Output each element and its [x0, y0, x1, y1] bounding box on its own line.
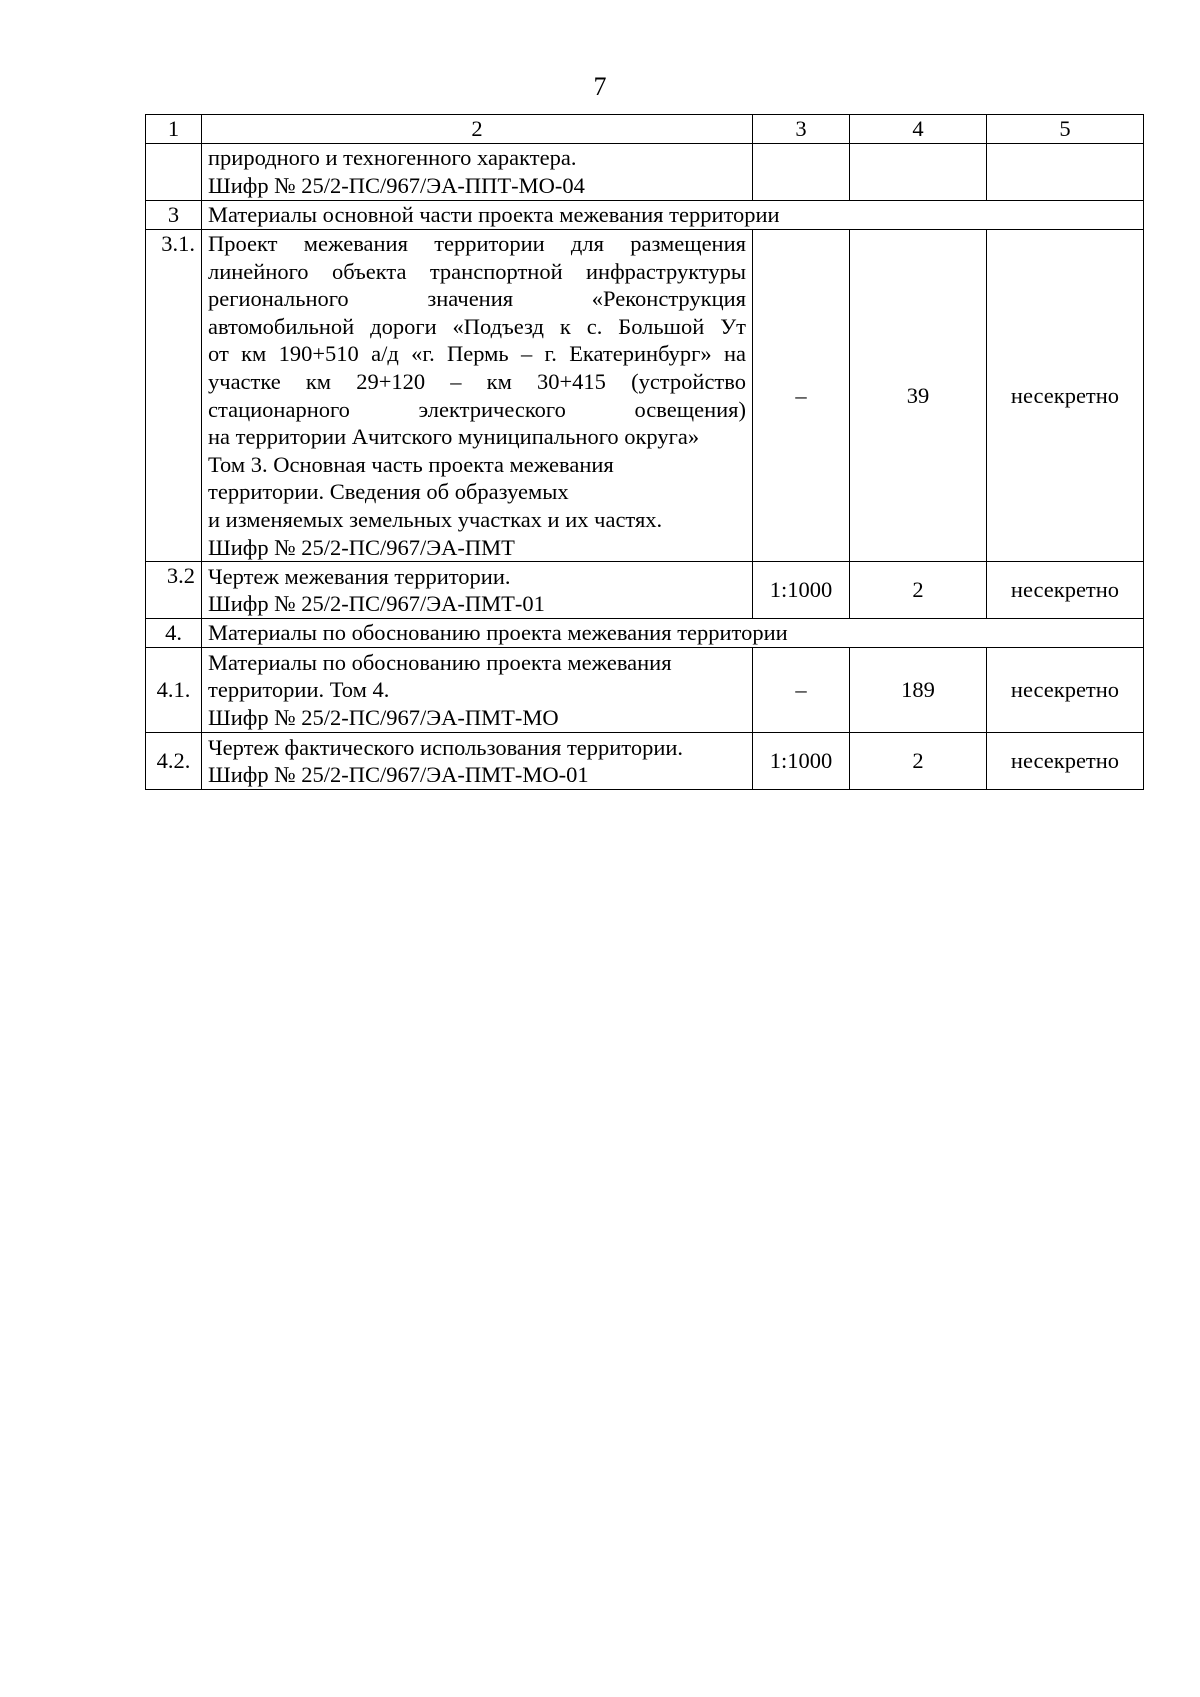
row-number: 4.2.	[146, 733, 202, 790]
table-row	[146, 144, 1144, 201]
row-name-line: стационарного электрического освещения)	[208, 396, 746, 422]
row-name-line: от км 190+510 а/д «г. Пермь – г. Екатеринбург» на	[208, 341, 746, 367]
row-name-line: на территории Ачитского муниципального округа»	[208, 424, 700, 450]
row-secrecy: несекретно	[987, 230, 1144, 562]
table-row	[146, 733, 1144, 790]
row-scale: –	[753, 648, 850, 733]
row-name-line: Проект межевания территории для размещения	[208, 231, 746, 256]
header-cell-1: 1	[146, 115, 202, 144]
table-header-row	[146, 115, 1144, 144]
header-cell-3: 3	[753, 115, 850, 144]
table-row	[146, 648, 1144, 733]
row-name-line: природного и техногенного характера.	[208, 145, 577, 171]
row-name-line: Шифр № 25/2-ПС/967/ЭА-ПМТ-МО-01	[208, 762, 589, 788]
page-number: 7	[593, 72, 607, 101]
row-name-line: автомобильной дороги «Подъезд к с. Большой Ут	[208, 313, 746, 339]
row-name-line: Шифр № 25/2-ПС/967/ЭА-ПМТ-МО	[208, 704, 559, 730]
header-cell-2: 2	[202, 115, 753, 144]
row-name-line: Чертеж фактического использования территории.	[208, 734, 684, 760]
table-row	[146, 230, 1144, 562]
row-name-line: линейного объекта транспортной инфраструктуры	[208, 258, 746, 284]
row-secrecy: несекретно	[987, 648, 1144, 733]
row-name-line: и изменяемых земельных участках и их частях.	[208, 506, 663, 532]
row-name	[202, 562, 753, 619]
row-sheets: 189	[850, 648, 987, 733]
row-scale: 1:1000	[753, 562, 850, 619]
row-scale: 1:1000	[753, 733, 850, 790]
row-number: 4.1.	[146, 648, 202, 733]
row-scale: –	[753, 230, 850, 562]
table-row	[146, 562, 1144, 619]
section-title: Материалы основной части проекта межевания территории	[202, 201, 1144, 230]
row-name-line: участке км 29+120 – км 30+415 (устройство	[208, 368, 746, 394]
section-title: Материалы по обоснованию проекта межевания территории	[202, 619, 1144, 648]
row-number: 3.2	[146, 562, 202, 619]
row-name-line: Чертеж межевания территории.	[208, 563, 511, 589]
row-name-line: территории. Том 4.	[208, 677, 390, 703]
header-cell-5: 5	[987, 115, 1144, 144]
row-name	[202, 648, 753, 733]
row-sheets: 39	[850, 230, 987, 562]
row-name-line: Шифр № 25/2-ПС/967/ЭА-ПМТ	[208, 534, 515, 560]
row-scale	[753, 144, 850, 201]
header-cell-4: 4	[850, 115, 987, 144]
row-name-line: Шифр № 25/2-ПС/967/ЭА-ПМТ-01	[208, 591, 545, 617]
row-name-line: Шифр № 25/2-ПС/967/ЭА-ППТ-МО-04	[208, 173, 585, 198]
row-name	[202, 144, 753, 201]
section-number: 4.	[146, 619, 202, 648]
row-name-line: регионального значения «Реконструкция	[208, 286, 746, 312]
section-row	[146, 201, 1144, 230]
row-sheets: 2	[850, 562, 987, 619]
row-name-line: Материалы по обоснованию проекта межевания	[208, 649, 672, 675]
document-table	[145, 114, 1144, 790]
section-row	[146, 619, 1144, 648]
row-secrecy: несекретно	[987, 733, 1144, 790]
row-number	[146, 144, 202, 201]
row-sheets	[850, 144, 987, 201]
row-name	[202, 230, 753, 562]
section-number: 3	[146, 201, 202, 230]
row-name	[202, 733, 753, 790]
row-name-line: Том 3. Основная часть проекта межевания	[208, 451, 614, 477]
row-sheets: 2	[850, 733, 987, 790]
row-number: 3.1.	[146, 230, 202, 562]
row-name-line: территории. Сведения об образуемых	[208, 479, 569, 505]
row-secrecy: несекретно	[987, 562, 1144, 619]
row-secrecy	[987, 144, 1144, 201]
